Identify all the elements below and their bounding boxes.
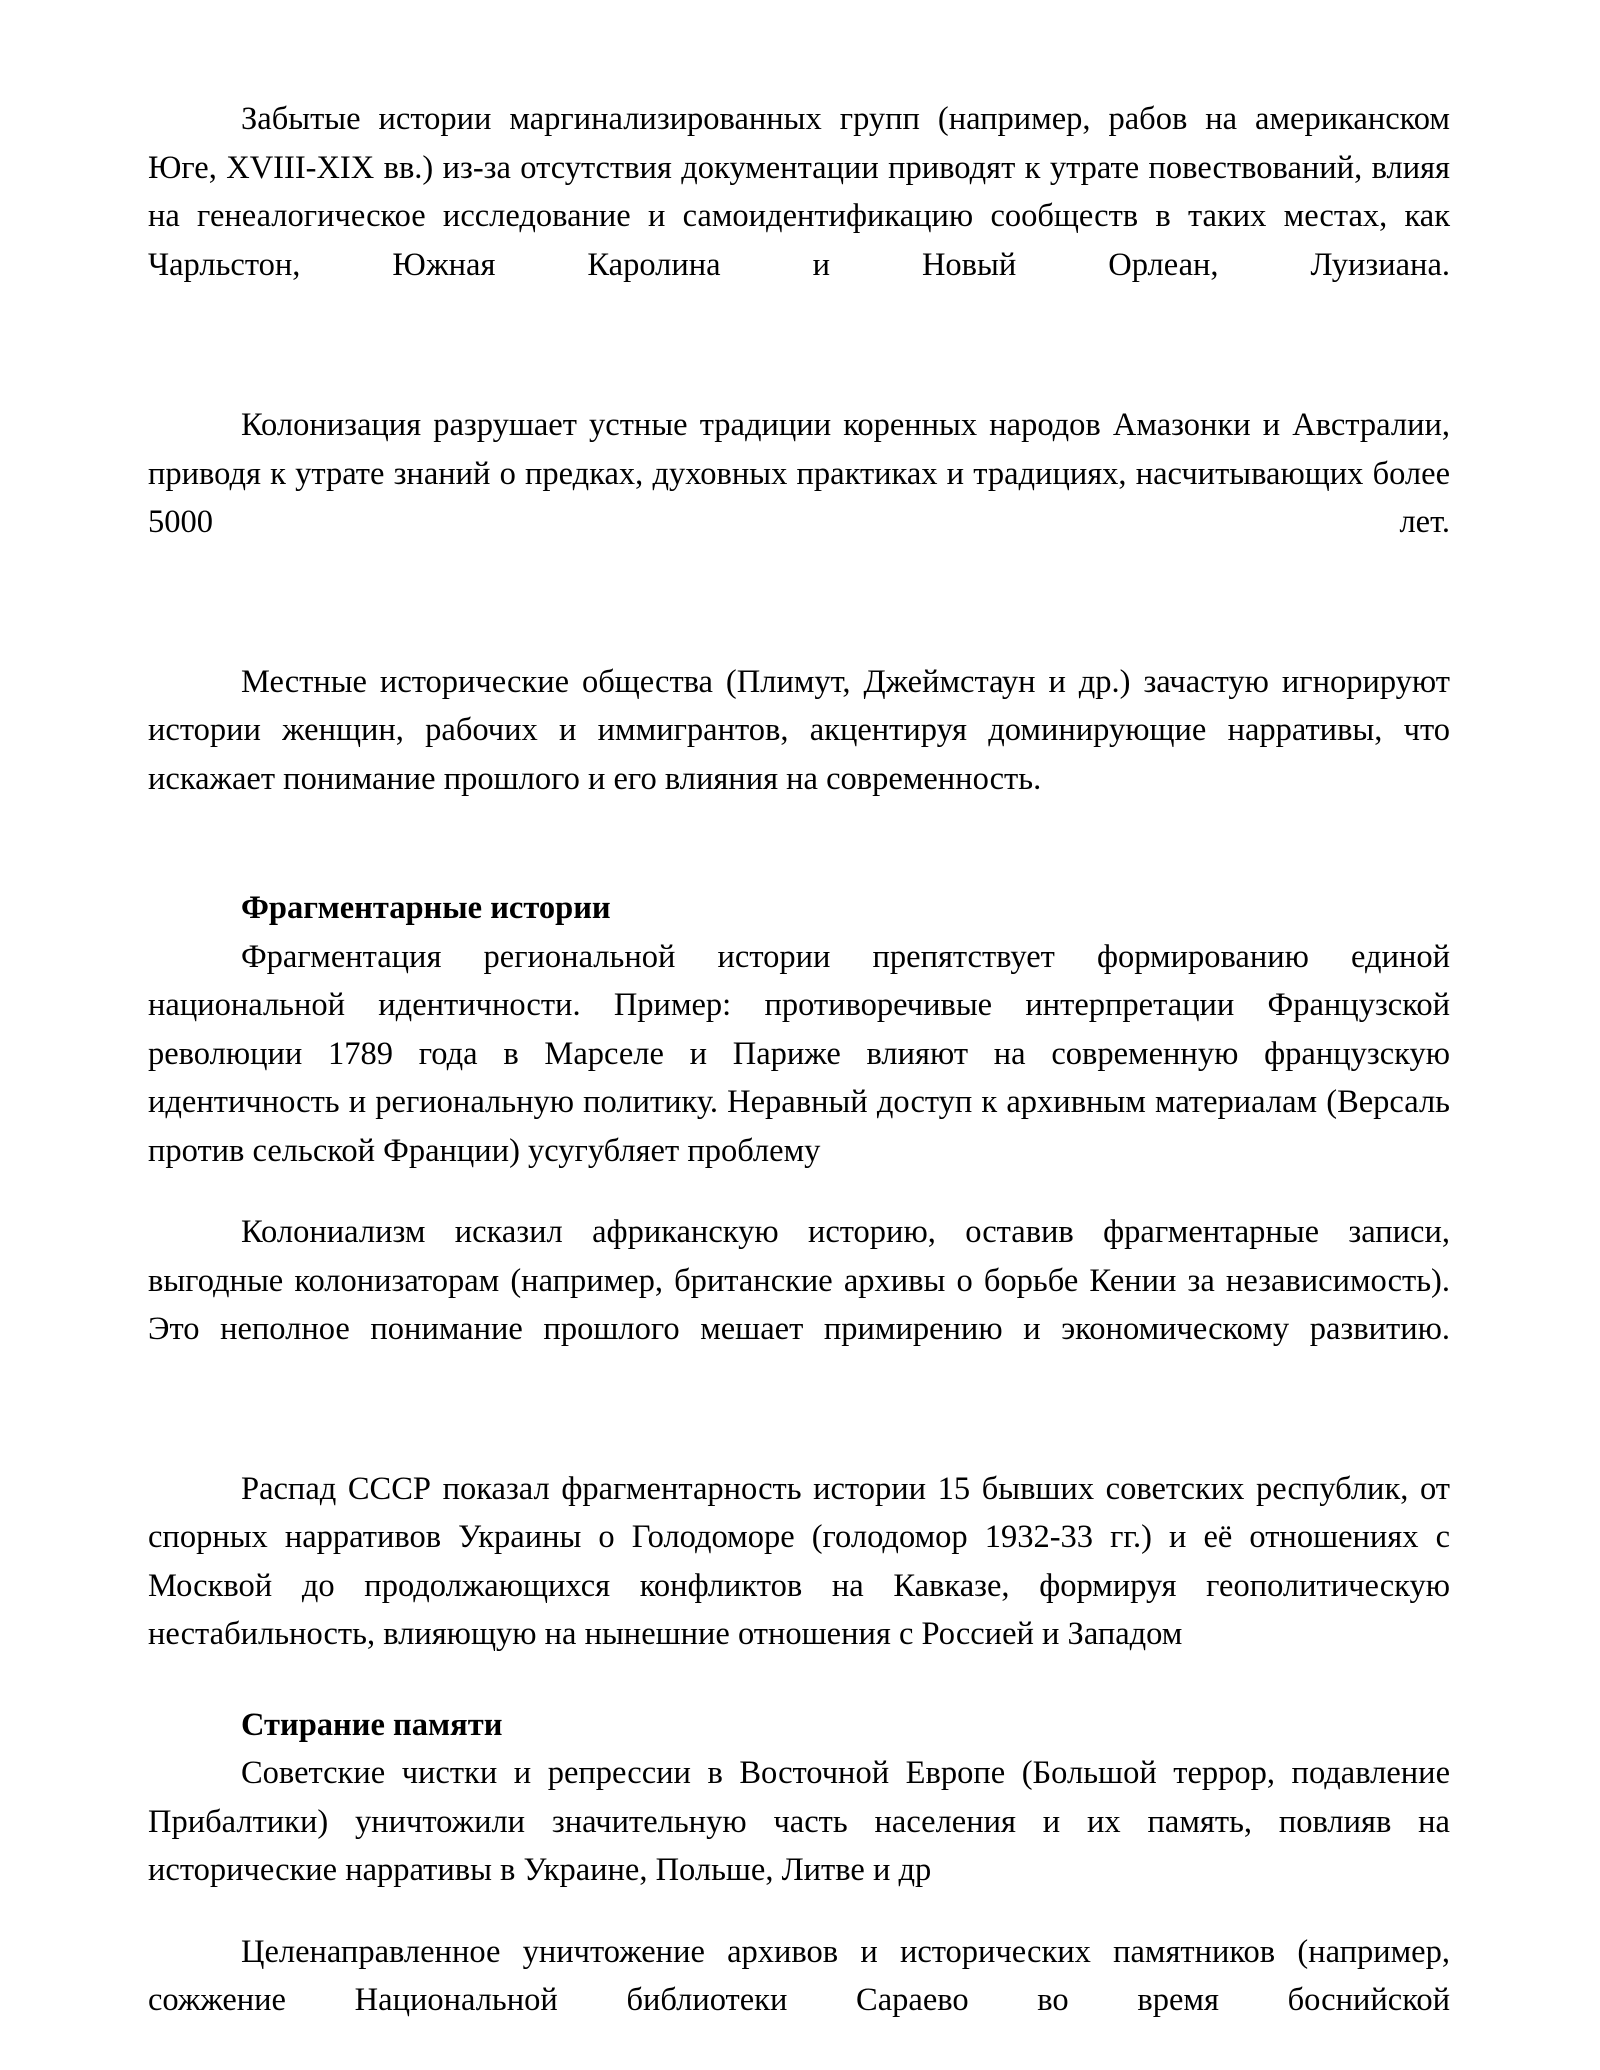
paragraph-spacer <box>148 1354 1450 1465</box>
paragraph-ussr-collapse: Распад СССР показал фрагментарность истории 15 бывших советских республик, от спорных нарративов Украины о Голодоморе (голодомор 1932-33 гг.) и её отношениях с Москвой до продолжающихся конфликтов на Кавказе, формируя геополитическую нестабильность, влияющую на нынешние отношения с Россией и Западом <box>148 1470 1450 1652</box>
paragraph-colonization-oral-traditions: Колонизация разрушает устные традиции коренных народов Амазонки и Австралии, приводя к утрате знаний о предках, духовных практиках и традициях, насчитывающих более 5000 лет. <box>148 407 1450 540</box>
document-page <box>148 95 1450 2025</box>
paragraph-regional-fragmentation: Фрагментация региональной истории препятствует формированию единой национальной идентичности. Пример: противоречивые интерпретации Французской революции 1789 года в Марселе и Париже влияют на современную французскую идентичность и региональную политику. Неравный доступ к архивным материалам (Версаль против сельской Франции) усугубляет проблему <box>148 938 1450 1169</box>
paragraph-spacer <box>148 1659 1450 1701</box>
heading-fragmentary-histories: Фрагментарные истории <box>241 890 611 926</box>
paragraph-archive-destruction: Целенаправленное уничтожение архивов и исторических памятников (например, сожжение Национальной библиотеки Сараево во время боснийской <box>148 1933 1450 2018</box>
paragraph-local-historical-societies: Местные исторические общества (Плимут, Джеймстаун и др.) зачастую игнорируют истории женщин, рабочих и иммигрантов, акцентируя доминирующие нарративы, что искажает понимание прошлого и его влияния на современность. <box>148 663 1450 797</box>
paragraph-spacer <box>148 803 1450 884</box>
paragraph-spacer <box>148 1175 1450 1208</box>
heading-memory-erasure: Стирание памяти <box>241 1706 503 1743</box>
paragraph-soviet-purges: Советские чистки и репрессии в Восточной Европе (Большой террор, подавление Прибалтики) уничтожили значительную часть населения и их память, повлияв на исторические нарративы в Украине, Польше, Литве и др <box>148 1755 1450 1888</box>
paragraph-spacer <box>148 1895 1450 1928</box>
paragraph-marginalized-histories: Забытые истории маргинализированных групп (например, рабов на американском Юге, XVIII-XIX вв.) из-за отсутствия документации приводят к утрате повествований, влияя на генеалогическое исследование и самоидентификацию сообществ в таких местах, как Чарльстон, Южная Каролина и Новый Орлеан, Луизиана. <box>148 101 1450 283</box>
paragraph-spacer <box>148 547 1450 658</box>
paragraph-spacer <box>148 289 1450 401</box>
paragraph-colonialism-africa: Колониализм исказил африканскую историю, оставив фрагментарные записи, выгодные колонизаторам (например, британские архивы о борьбе Кении за независимость). Это неполное понимание прошлого мешает примирению и экономическому развитию. <box>148 1214 1450 1347</box>
